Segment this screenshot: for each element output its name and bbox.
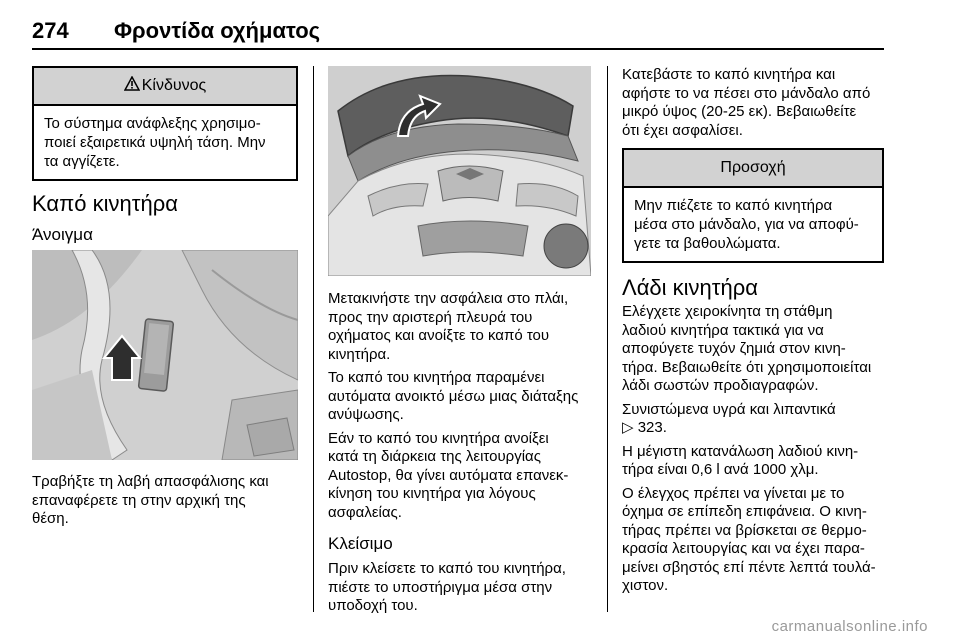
- warning-icon: [124, 76, 140, 91]
- text-line: οχήματος και ανοίξτε το καπό του: [328, 327, 550, 344]
- text-line: ότι έχει ασφαλίσει.: [622, 121, 743, 139]
- car-front-illustration: [328, 66, 591, 276]
- paragraph-fluids-reference: [622, 401, 884, 438]
- paragraph-oil-consumption: [622, 443, 884, 480]
- text-line: ανύψωσης.: [328, 406, 404, 423]
- text-line: Τραβήξτε τη λαβή απασφάλισης και: [32, 473, 269, 490]
- text-line: Η μέγιστη κατανάλωση λαδιού κινη-: [622, 442, 859, 460]
- text-line: Εάν το καπό του κινητήρα ανοίξει: [328, 429, 549, 447]
- column-divider-1: [313, 66, 314, 612]
- text-line: Το καπό του κινητήρα παραμένει: [328, 369, 545, 386]
- caution-header: Προσοχή: [624, 150, 882, 188]
- text-line: Το σύστημα ανάφλεξης χρησιμο-: [44, 115, 261, 132]
- chapter-title: Φροντίδα οχήματος: [114, 18, 321, 43]
- section-title-engine-oil: Λάδι κινητήρα: [622, 275, 758, 300]
- caution-text: [624, 188, 882, 261]
- danger-box: [32, 66, 298, 181]
- paragraph-open-instructions: [328, 290, 596, 364]
- text-line: τήρα. Βεβαιωθείτε ότι χρησιμοποιείται: [622, 358, 872, 376]
- text-line: κινητήρα.: [328, 345, 391, 363]
- column-3: [622, 66, 884, 596]
- text-line: ασφαλείας.: [328, 503, 402, 521]
- section-title-hood: Καπό κινητήρα: [32, 191, 178, 216]
- text-line: τήρα είναι 0,6 l ανά 1000 χλμ.: [622, 461, 819, 478]
- text-line: κατά τη διάρκεια της λειτουργίας: [328, 448, 541, 465]
- paragraph-autostop: [328, 430, 596, 523]
- text-line: μικρό ύψος (20-25 εκ). Βεβαιωθείτε: [622, 103, 857, 120]
- paragraph-oil-check: [622, 303, 884, 396]
- text-line: λάδι σωστών προδιαγραφών.: [622, 377, 819, 394]
- text-line: αφήστε το να πέσει στο μάνδαλο από: [622, 84, 871, 102]
- text-line: όχημα σε επίπεδη επιφάνεια. Ο κινη-: [622, 503, 867, 520]
- page-reference-link[interactable]: 323.: [637, 419, 667, 436]
- car-hood-image: [328, 66, 591, 276]
- text-line: Autostop, θα γίνει αυτόματα επανεκ-: [328, 466, 569, 484]
- text-line: Ο έλεγχος πρέπει να γίνεται με το: [622, 484, 845, 502]
- text-line: κίνηση του κινητήρα για λόγους: [328, 485, 536, 502]
- text-line: μείνει σβηστός επί πέντε λεπτά τουλά-: [622, 558, 876, 576]
- text-line: τα αγγίζετε.: [44, 153, 120, 170]
- text-line: προς την αριστερή πλευρά του: [328, 308, 533, 326]
- column-divider-2: [607, 66, 608, 612]
- danger-header: [34, 68, 296, 106]
- text-line: Κατεβάστε το καπό κινητήρα και: [622, 66, 836, 83]
- text-line: Πριν κλείσετε το καπό του κινητήρα,: [328, 560, 566, 577]
- text-line: υποδοχή του.: [328, 597, 418, 614]
- text-line: λαδιού κινητήρα τακτικά για να: [622, 321, 824, 339]
- text-line: Συνιστώμενα υγρά και λιπαντικά: [622, 400, 836, 418]
- page-header: [32, 8, 884, 48]
- caution-box: [622, 148, 884, 263]
- paragraph-lower-hood: [622, 66, 884, 140]
- text-line: επαναφέρετε τη στην αρχική της: [32, 491, 246, 509]
- header-rule: [32, 48, 884, 50]
- page-reference-arrow-icon: ▷: [622, 419, 634, 436]
- subsection-title-closing: Κλείσιμο: [328, 534, 393, 553]
- column-2: [328, 290, 596, 616]
- text-line: γετε τα βαθουλώματα.: [634, 235, 781, 252]
- text-line: Μετακινήστε την ασφάλεια στο πλάι,: [328, 290, 569, 307]
- text-line: αποφύγετε τυχόν ζημιά στον κινη-: [622, 340, 846, 357]
- hood-release-illustration: [32, 250, 298, 460]
- text-line: Ελέγχετε χειροκίνητα τη στάθμη: [622, 303, 833, 320]
- text-line: πιέστε το υποστήριγμα μέσα στην: [328, 578, 553, 596]
- text-line: μέσα στο μάνδαλο, για να αποφύ-: [634, 216, 859, 233]
- paragraph-closing: [328, 560, 596, 616]
- text-line: κρασία λειτουργίας και να έχει παρα-: [622, 540, 865, 557]
- hood-release-lever-image: [32, 250, 298, 460]
- paragraph-check-conditions: [622, 485, 884, 596]
- text-line: τήρας πρέπει να βρίσκεται σε θερμο-: [622, 521, 867, 539]
- text-line: χιστον.: [622, 577, 669, 594]
- caption-text: [32, 473, 298, 529]
- text-line: αυτόματα ανοικτό μέσω μιας διάταξης: [328, 387, 579, 405]
- column-1: [32, 66, 298, 245]
- subsection-title-opening: Άνοιγμα: [32, 225, 93, 244]
- danger-text: [34, 106, 296, 179]
- paragraph-hood-stays-open: [328, 369, 596, 425]
- text-line: θέση.: [32, 510, 69, 527]
- text-line: Μην πιέζετε το καπό κινητήρα: [634, 197, 833, 214]
- lever-caption: [32, 473, 298, 529]
- danger-title: Κίνδυνος: [141, 77, 207, 94]
- watermark: carmanualsonline.info: [771, 618, 928, 635]
- text-line: ποιεί εξαιρετικά υψηλή τάση. Μην: [44, 134, 266, 151]
- page-number: 274: [32, 18, 69, 43]
